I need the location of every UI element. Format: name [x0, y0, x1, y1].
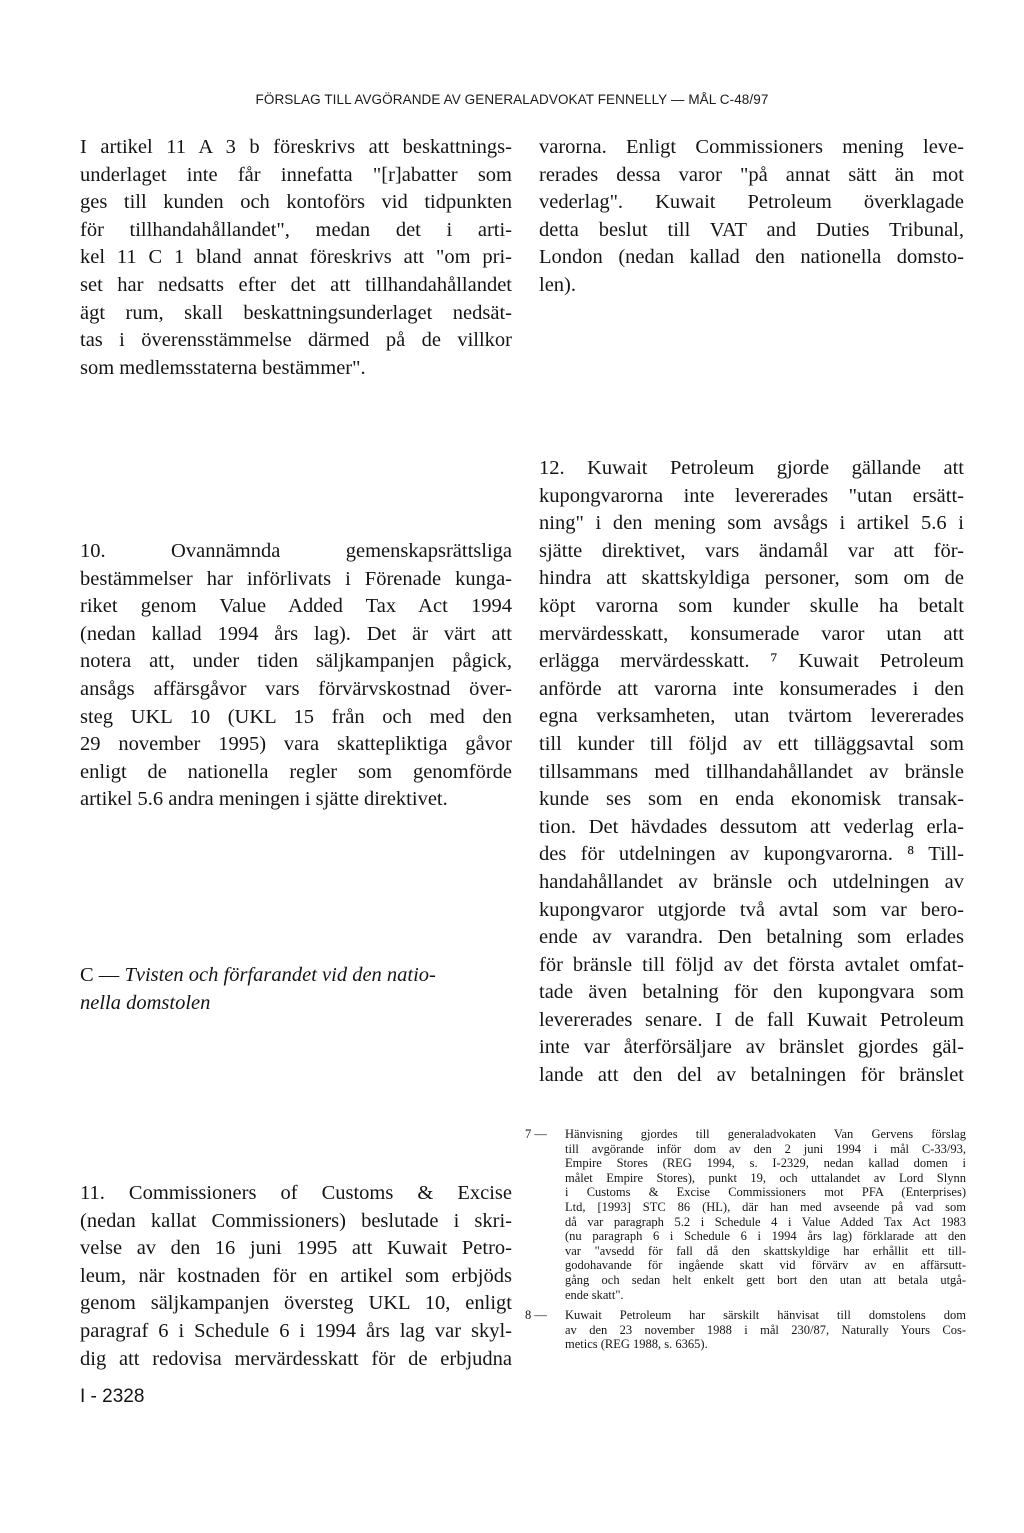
section-title-line: nella domstolen: [80, 991, 211, 1014]
footnote-line: ende skatt".: [565, 1287, 624, 1302]
text-line: som medlemsstaterna bestämmer".: [80, 356, 366, 379]
footnote-line: Empire Stores (REG 1994, s. I-2329, nedan kallad domen i: [565, 1156, 966, 1171]
text-line: anförde att varorna inte konsumerades i den: [539, 677, 964, 700]
footnote-line: i Customs & Excise Commissioners mot PFA (Enterprises): [565, 1185, 966, 1200]
text-line: varorna. Enligt Commissioners mening leve-: [539, 136, 964, 158]
footnote-7: [525, 1127, 966, 1302]
text-line: steg UKL 10 (UKL 15 från och med den: [80, 705, 512, 728]
text-line: ende av varandra. Den betalning som erlades: [539, 926, 964, 949]
paragraph-10: [80, 538, 512, 814]
footnote-line: då var paragraph 5.2 i Schedule 4 i Value Added Tax Act 1983: [565, 1214, 966, 1229]
running-header: FÖRSLAG TILL AVGÖRANDE AV GENERALADVOKAT FENNELLY — MÅL C-48/97: [255, 92, 769, 107]
text-line: erlägga mervärdesskatt. ⁷ Kuwait Petroleum: [539, 650, 964, 673]
text-line: sjätte direktivet, vars ändamål var att för-: [539, 539, 964, 562]
text-line: London (nedan kallad den nationella domsto-: [539, 246, 964, 269]
text-line: paragraf 6 i Schedule 6 i 1994 års lag var skyl-: [80, 1319, 512, 1342]
paragraph-11: [80, 1180, 512, 1373]
text-line: genom säljkampanjen översteg UKL 10, enligt: [80, 1292, 512, 1315]
footnote-line: målet Empire Stores), punkt 19, och uttalandet av Lord Slynn: [565, 1170, 966, 1185]
text-line: len).: [539, 273, 576, 296]
paragraph-12: [539, 455, 964, 1090]
footnote-marker: 8 —: [525, 1308, 547, 1323]
footnote-line: av den 23 november 1988 i mål 230/87, Naturally Yours Cos-: [565, 1322, 966, 1337]
text-line: artikel 5.6 andra meningen i sjätte direktivet.: [80, 788, 448, 811]
section-title-line: Tvisten och förfarandet vid den natio-: [124, 964, 436, 986]
text-line: bestämmelser har införlivats i Förenade kunga-: [80, 567, 512, 590]
footnotes: [525, 1127, 966, 1358]
footnote-line: metics (REG 1988, s. 6365).: [565, 1337, 708, 1352]
text-line: köpt varorna som kunder skulle ha betalt: [539, 594, 964, 617]
text-line: 11. Commissioners of Customs & Excise: [80, 1182, 512, 1204]
footnote-line: Ltd, [1993] STC 86 (HL), där han med avseende på vad som: [565, 1199, 966, 1214]
footnote-line: gång och sedan helt enkelt gett bort den utan att betala utgå-: [565, 1272, 966, 1287]
footnote-line: Kuwait Petroleum har särskilt hänvisat till domstolens dom: [565, 1308, 966, 1323]
text-line: tade även betalning för den kupongvara som: [539, 981, 964, 1004]
text-line: för bränsle till följd av det första avtalet omfat-: [539, 953, 964, 976]
section-letter: C —: [80, 964, 120, 986]
footnote-marker: 7 —: [525, 1127, 547, 1141]
footnote-line: Hänvisning gjordes till generaladvokaten Van Gervens förslag: [565, 1127, 966, 1141]
text-line: ges till kunden och kontoförs vid tidpunkten: [80, 191, 512, 214]
footnote-line: godohavande för ingående skatt vid förvärv av en affärsutt-: [565, 1258, 966, 1273]
text-line: set har nedsatts efter det att tillhandahållandet: [80, 273, 512, 296]
text-line: kupongvaror utgjorde två avtal som var bero-: [539, 898, 964, 921]
text-line: för tillhandahållandet", medan det i arti-: [80, 218, 512, 241]
text-line: till kunder till följd av ett tilläggsavtal som: [539, 732, 964, 755]
text-line: 29 november 1995) vara skattepliktiga gåvor: [80, 733, 512, 756]
text-line: mervärdesskatt, konsumerade varor utan att: [539, 622, 964, 645]
text-line: ägt rum, skall beskattningsunderlaget nedsät-: [80, 301, 512, 324]
text-line: hindra att skattskyldiga personer, som om de: [539, 567, 964, 590]
text-line: riket genom Value Added Tax Act 1994: [80, 595, 512, 618]
text-line: tillsammans med tillhandahållandet av bränsle: [539, 760, 964, 783]
text-line: handahållandet av bränsle och utdelningen av: [539, 870, 964, 893]
text-line: velse av den 16 juni 1995 att Kuwait Petro-: [80, 1237, 512, 1260]
text-line: 12. Kuwait Petroleum gjorde gällande att: [539, 457, 964, 479]
right-continuation-paragraph: [539, 134, 964, 300]
text-line: kupongvarorna inte levererades "utan ersätt-: [539, 484, 964, 507]
text-line: 10. Ovannämnda gemenskapsrättsliga: [80, 540, 512, 562]
footnote-line: till avgörande inför dom av den 2 juni 1994 i mål C-33/93,: [565, 1141, 966, 1156]
text-line: kel 11 C 1 bland annat föreskrivs att "om pri-: [80, 246, 512, 269]
text-line: (nedan kallat Commissioners) beslutade i skri-: [80, 1209, 512, 1232]
text-line: tas i överensstämmelse därmed på de villkor: [80, 329, 512, 352]
left-intro-paragraph: [80, 134, 512, 382]
text-line: dig att redovisa mervärdesskatt för de erbjudna: [80, 1347, 512, 1370]
text-line: vederlag". Kuwait Petroleum överklagade: [539, 191, 964, 214]
text-line: I artikel 11 A 3 b föreskrivs att beskattnings-: [80, 136, 512, 158]
text-line: ning" i den mening som avsågs i artikel 5.6 i: [539, 512, 964, 535]
text-line: detta beslut till VAT and Duties Tribunal,: [539, 218, 964, 241]
text-line: lande att den del av betalningen för bränslet: [539, 1064, 964, 1087]
text-line: leum, när kostnaden för en artikel som erbjöds: [80, 1264, 512, 1287]
text-line: kunde ses som en enda ekonomisk transak-: [539, 788, 964, 811]
text-line: des för utdelningen av kupongvarorna. ⁸ Till-: [539, 843, 964, 866]
footnote-line: (nu paragraph 6 i Schedule 6 i 1994 års lag) förklarade att den: [565, 1229, 966, 1244]
text-line: rerades dessa varor "på annat sätt än mot: [539, 163, 964, 186]
footnote-8: [525, 1308, 966, 1352]
text-line: tion. Det hävdades dessutom att vederlag erla-: [539, 815, 964, 838]
text-line: (nedan kallad 1994 års lag). Det är värt att: [80, 622, 512, 645]
text-line: underlaget inte får innefatta "[r]abatter som: [80, 163, 512, 186]
text-line: egna verksamheten, utan tvärtom levererades: [539, 705, 964, 728]
text-line: ansågs affärsgåvor vars förvärvskostnad över-: [80, 677, 512, 700]
text-line: inte var återförsäljare av bränslet gjordes gäl-: [539, 1036, 964, 1059]
text-line: enligt de nationella regler som genomförde: [80, 760, 512, 783]
text-line: notera att, under tiden säljkampanjen pågick,: [80, 650, 512, 673]
text-line: levererades senare. I de fall Kuwait Petroleum: [539, 1008, 964, 1031]
section-heading: [80, 962, 512, 1017]
page-number: I - 2328: [80, 1386, 145, 1407]
footnote-line: var "avsedd för fall då den skattskyldige har erhållit ett till-: [565, 1243, 966, 1258]
